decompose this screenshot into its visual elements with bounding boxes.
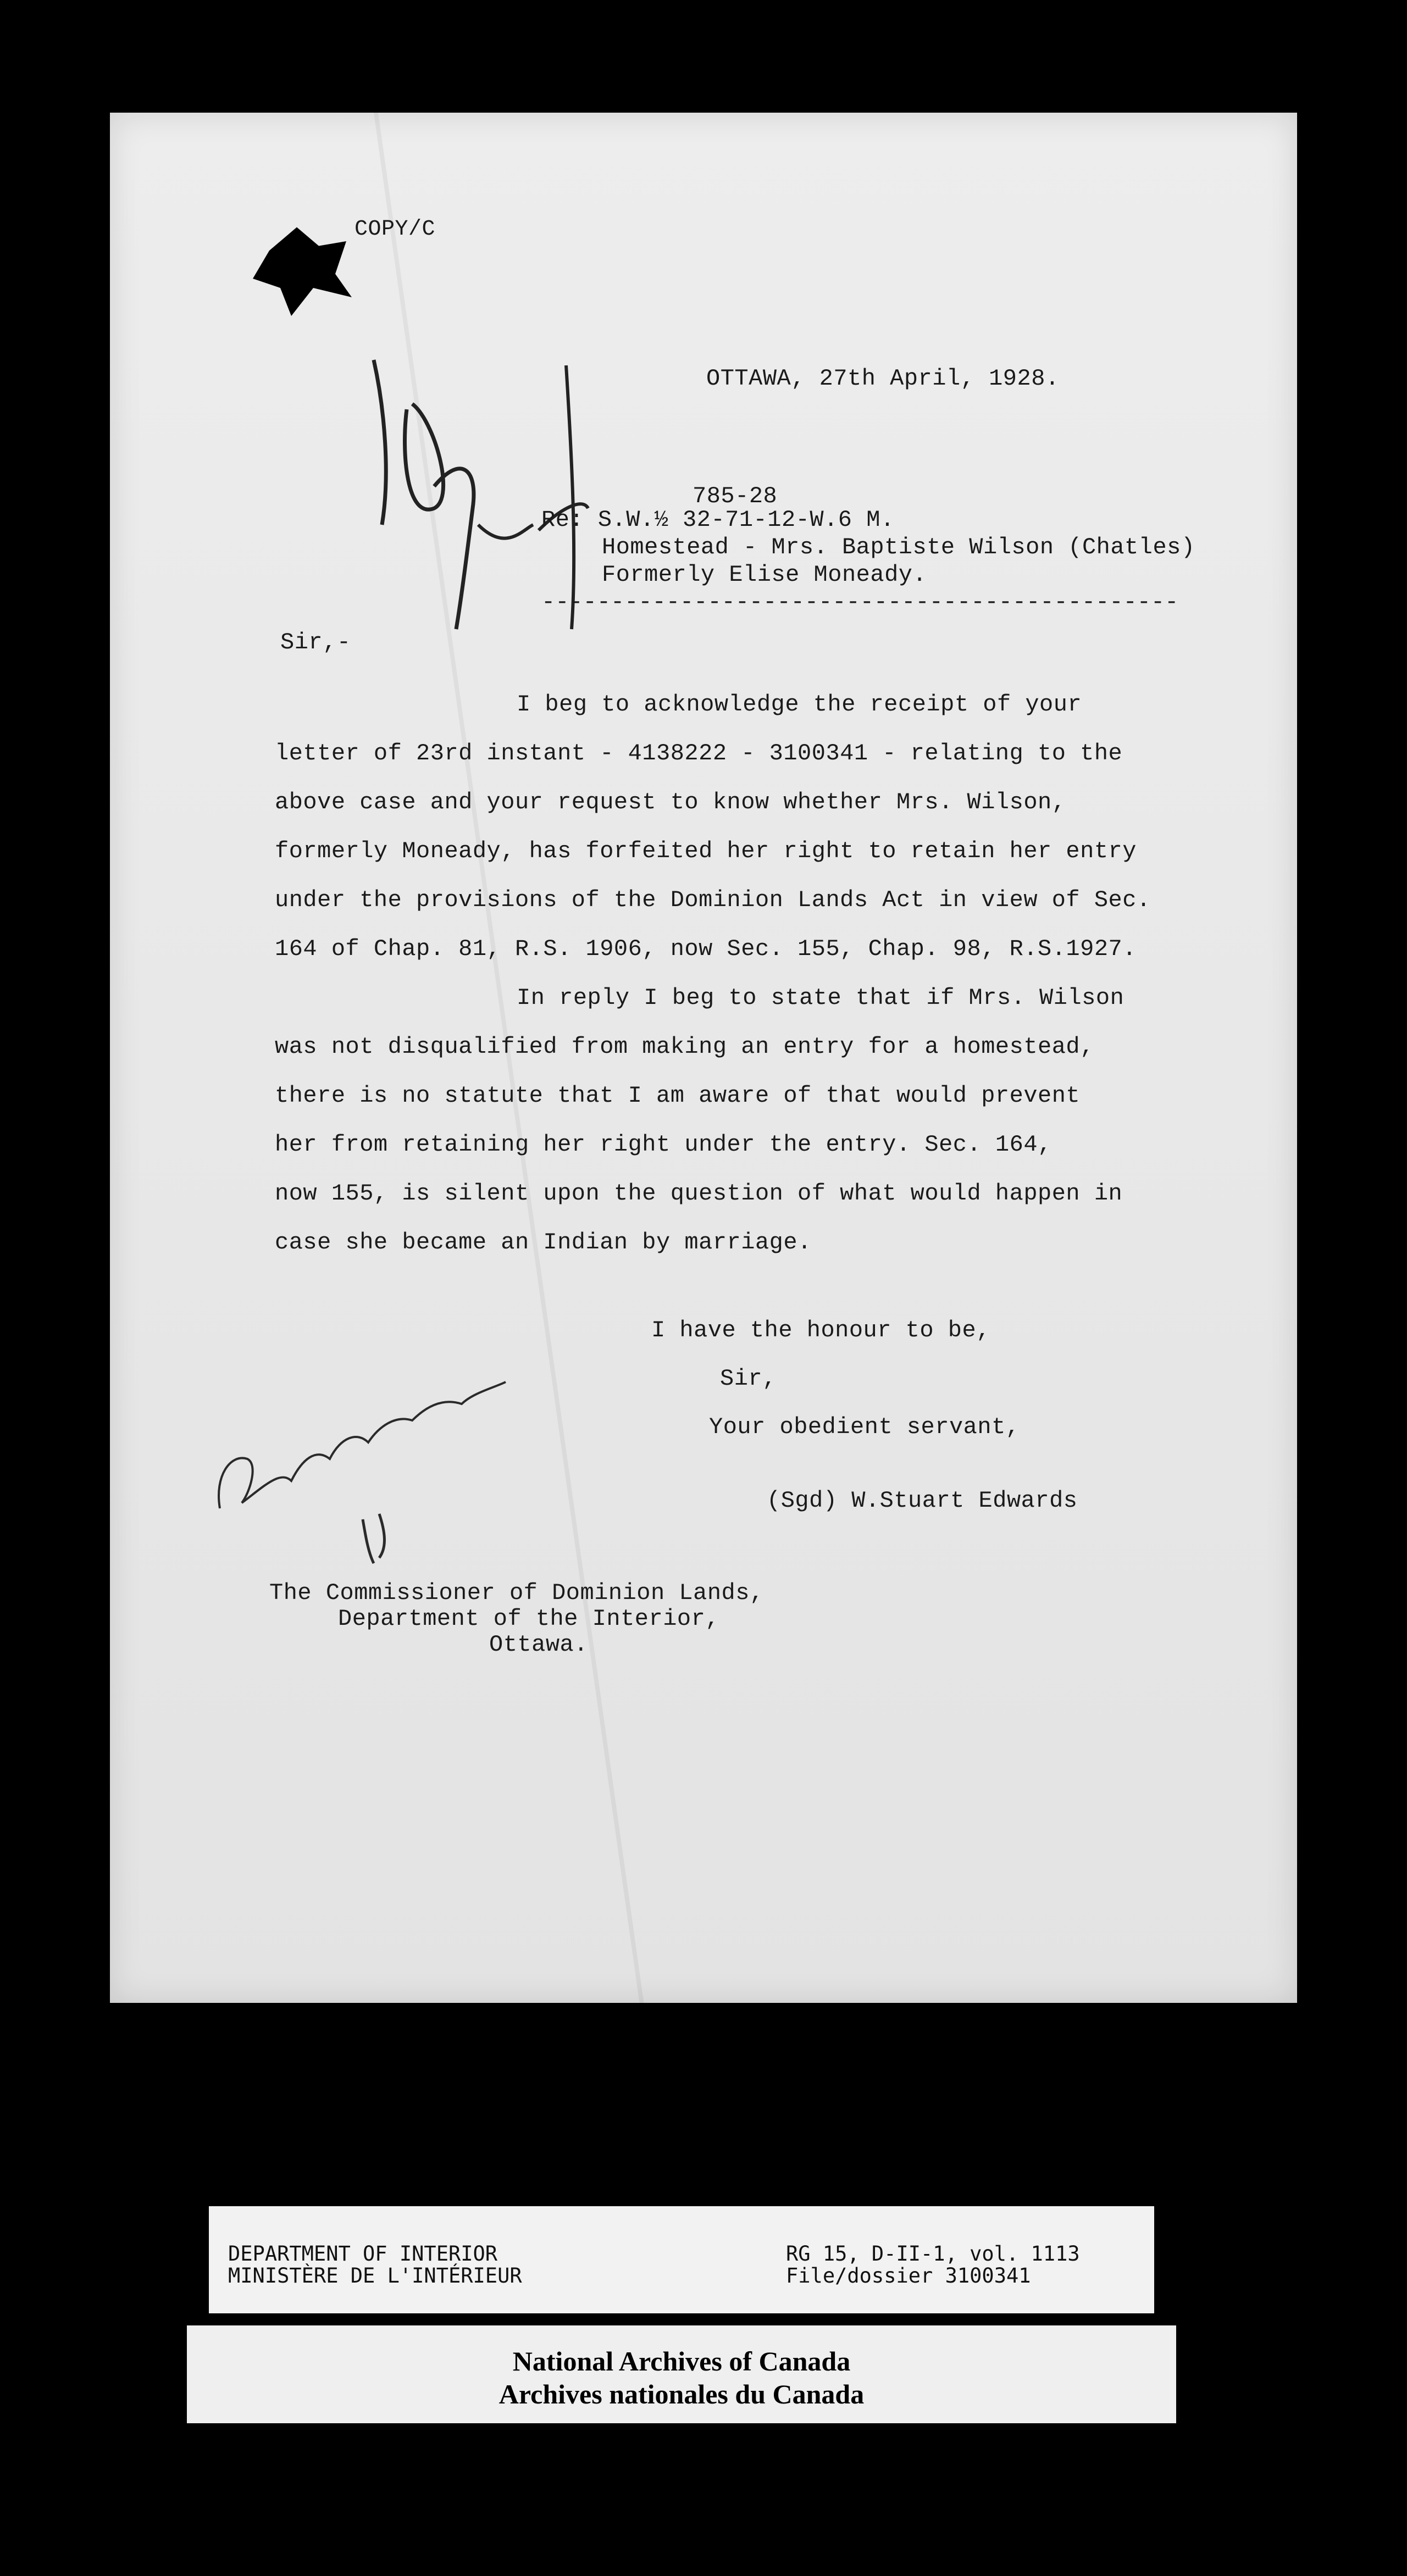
- file-dossier-number: File/dossier 3100341: [786, 2264, 1031, 2288]
- salutation: Sir,-: [280, 629, 351, 656]
- file-number: 785-28: [693, 483, 778, 509]
- body-line: In reply I beg to state that if Mrs. Wilson: [517, 985, 1125, 1011]
- closing-line-3: Your obedient servant,: [709, 1414, 1020, 1440]
- body-line: above case and your request to know whether Mrs. Wilson,: [275, 789, 1066, 815]
- subject-divider: ----------------------------------------------: [541, 589, 1179, 615]
- addressee-line-3: Ottawa.: [489, 1631, 588, 1658]
- body-line: letter of 23rd instant - 4138222 - 3100341 - relating to the: [275, 740, 1123, 767]
- letter-body: [275, 680, 1209, 1267]
- addressee-line-1: The Commissioner of Dominion Lands,: [269, 1580, 764, 1606]
- letter-date: OTTAWA, 27th April, 1928.: [706, 365, 1060, 392]
- signature-line: (Sgd) W.Stuart Edwards: [767, 1487, 1078, 1514]
- subject-line-2: Homestead - Mrs. Baptiste Wilson (Chatles): [602, 534, 1195, 560]
- closing-line-2: Sir,: [720, 1365, 777, 1392]
- archives-banner: [187, 2325, 1176, 2423]
- department-english: DEPARTMENT OF INTERIOR: [228, 2242, 498, 2266]
- body-line: there is no statute that I am aware of that would prevent: [275, 1082, 1081, 1109]
- addressee-line-2: Department of the Interior,: [338, 1606, 720, 1632]
- archive-reference-label: [209, 2206, 1154, 2313]
- archives-name-french: Archives nationales du Canada: [498, 2379, 865, 2410]
- record-group-reference: RG 15, D-II-1, vol. 1113: [786, 2242, 1080, 2266]
- body-line: was not disqualified from making an entry for a homestead,: [275, 1034, 1094, 1060]
- subject-line-1: Re: S.W.½ 32-71-12-W.6 M.: [541, 507, 895, 533]
- page-damage-stain: [247, 223, 357, 316]
- archives-name-english: National Archives of Canada: [512, 2346, 851, 2377]
- body-line: now 155, is silent upon the question of what would happen in: [275, 1180, 1123, 1207]
- body-line: formerly Moneady, has forfeited her right to retain her entry: [275, 838, 1137, 864]
- body-line: 164 of Chap. 81, R.S. 1906, now Sec. 155, Chap. 98, R.S.1927.: [275, 936, 1137, 962]
- handwritten-action-taken-note: [198, 1349, 550, 1569]
- department-french: MINISTÈRE DE L'INTÉRIEUR: [228, 2264, 522, 2288]
- body-line: under the provisions of the Dominion Lands Act in view of Sec.: [275, 887, 1151, 913]
- copy-stamp: COPY/C: [354, 217, 436, 242]
- body-line: case she became an Indian by marriage.: [275, 1229, 812, 1256]
- body-line: her from retaining her right under the entry. Sec. 164,: [275, 1131, 1052, 1158]
- letter-page: [110, 113, 1297, 2003]
- subject-line-3: Formerly Elise Moneady.: [602, 562, 927, 588]
- closing-line-1: I have the honour to be,: [651, 1317, 990, 1343]
- body-line: I beg to acknowledge the receipt of your: [517, 691, 1082, 718]
